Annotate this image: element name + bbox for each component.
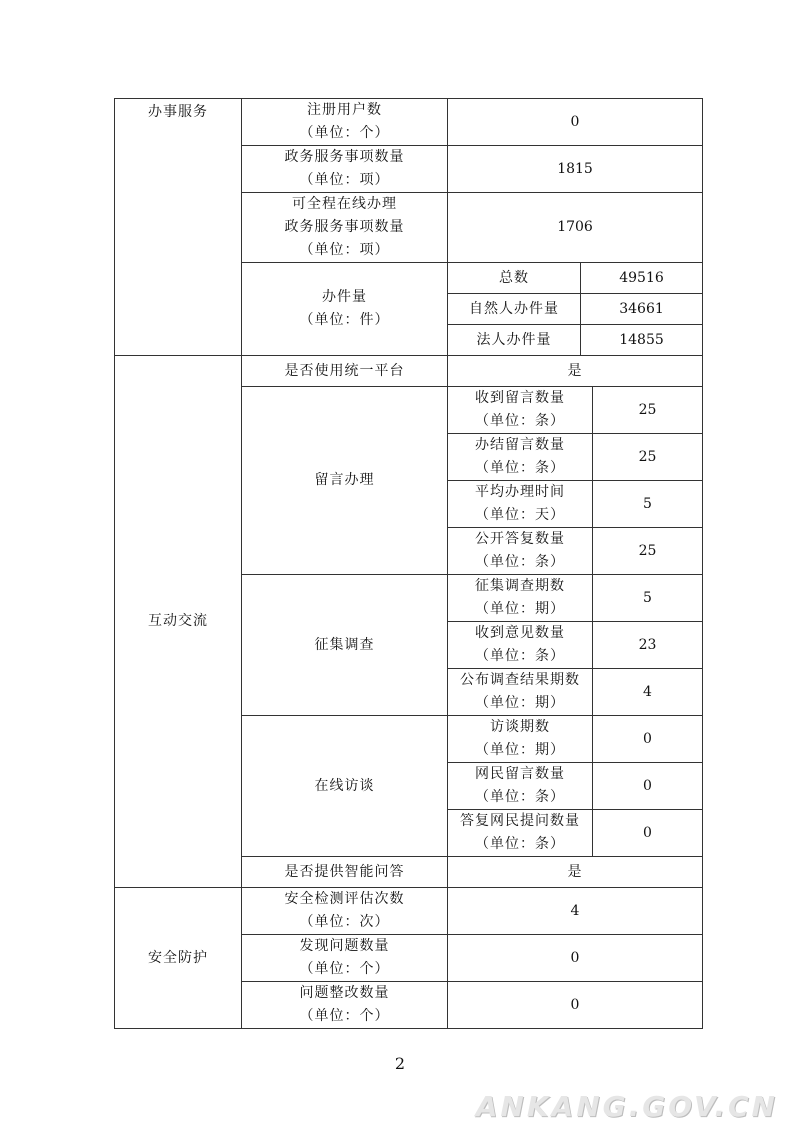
watermark: ANKANG.GOV.CN	[475, 1090, 778, 1123]
registered-users-label: 注册用户数 （单位：个）	[242, 99, 448, 146]
registered-users-value: 0	[448, 99, 703, 146]
interview-netizen-msgs-value: 0	[593, 763, 703, 810]
section-title-service: 办事服务	[115, 99, 242, 356]
survey-results-value: 4	[593, 669, 703, 716]
issues-fixed-label: 问题整改数量 （单位：个）	[242, 982, 448, 1029]
section-title-security: 安全防护	[115, 888, 242, 1029]
survey-opinions-label: 收到意见数量 （单位：条）	[448, 622, 593, 669]
interview-title: 在线访谈	[242, 716, 448, 857]
handled-natural-value: 34661	[581, 294, 703, 325]
smart-qa-value: 是	[448, 857, 703, 888]
survey-opinions-value: 23	[593, 622, 703, 669]
survey-periods-label: 征集调查期数 （单位：期）	[448, 575, 593, 622]
messages-received-value: 25	[593, 387, 703, 434]
messages-concluded-label: 办结留言数量 （单位：条）	[448, 434, 593, 481]
messages-avg-time-value: 5	[593, 481, 703, 528]
handled-total-label: 总数	[448, 263, 581, 294]
assessments-value: 4	[448, 888, 703, 935]
survey-periods-value: 5	[593, 575, 703, 622]
service-items-label: 政务服务事项数量 （单位：项）	[242, 146, 448, 193]
survey-results-label: 公布调查结果期数 （单位：期）	[448, 669, 593, 716]
interview-answered-value: 0	[593, 810, 703, 857]
interview-periods-label: 访谈期数 （单位：期）	[448, 716, 593, 763]
handled-label: 办件量 （单位：件）	[242, 263, 448, 356]
issues-found-label: 发现问题数量 （单位：个）	[242, 935, 448, 982]
handled-natural-label: 自然人办件量	[448, 294, 581, 325]
handled-total-value: 49516	[581, 263, 703, 294]
handled-legal-value: 14855	[581, 325, 703, 356]
unified-platform-value: 是	[448, 356, 703, 387]
issues-found-value: 0	[448, 935, 703, 982]
interview-answered-label: 答复网民提问数量 （单位：条）	[448, 810, 593, 857]
service-items-value: 1815	[448, 146, 703, 193]
interview-periods-value: 0	[593, 716, 703, 763]
assessments-label: 安全检测评估次数 （单位：次）	[242, 888, 448, 935]
online-items-label: 可全程在线办理 政务服务事项数量 （单位：项）	[242, 193, 448, 263]
messages-avg-time-label: 平均办理时间 （单位：天）	[448, 481, 593, 528]
online-items-value: 1706	[448, 193, 703, 263]
handled-legal-label: 法人办件量	[448, 325, 581, 356]
survey-title: 征集调查	[242, 575, 448, 716]
messages-received-label: 收到留言数量 （单位：条）	[448, 387, 593, 434]
issues-fixed-value: 0	[448, 982, 703, 1029]
interview-netizen-msgs-label: 网民留言数量 （单位：条）	[448, 763, 593, 810]
messages-concluded-value: 25	[593, 434, 703, 481]
messages-public-replies-value: 25	[593, 528, 703, 575]
unified-platform-label: 是否使用统一平台	[242, 356, 448, 387]
statistics-table	[114, 98, 703, 1029]
smart-qa-label: 是否提供智能问答	[242, 857, 448, 888]
page-number: 2	[394, 1054, 406, 1073]
section-title-interaction: 互动交流	[115, 356, 242, 888]
messages-public-replies-label: 公开答复数量 （单位：条）	[448, 528, 593, 575]
messages-title: 留言办理	[242, 387, 448, 575]
